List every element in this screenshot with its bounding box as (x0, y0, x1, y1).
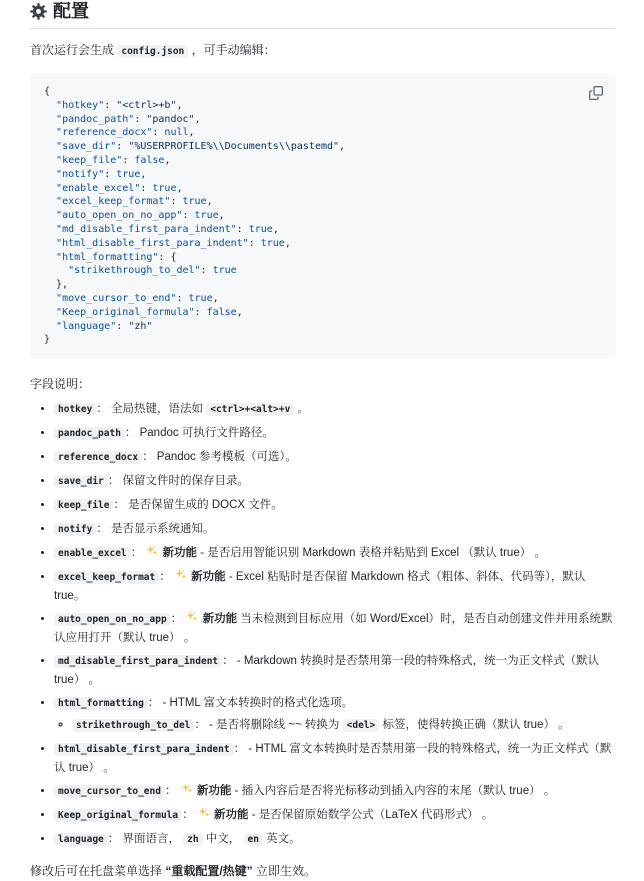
code-line: "md_disable_first_para_indent": true, (56, 223, 279, 235)
code-line: { (44, 85, 51, 97)
field-item: • md_disable_first_para_indent ： - Markdown 转换时是否禁用第一段的特殊格式，统一为正文样式（默认 true） 。 (54, 652, 616, 689)
copy-icon (589, 86, 603, 100)
code-line: "keep_file": false, (56, 154, 171, 166)
inline-code: zh (183, 833, 202, 846)
field-item: • hotkey ： 全局热键，语法如 <ctrl>+<alt>+v 。 (54, 400, 616, 419)
footer-paragraph (30, 862, 616, 881)
code-block (30, 73, 616, 359)
footer-bold-text: “重载配置/热键” (165, 864, 253, 879)
field-item: • enable_excel ： 新功能 - 是否启用智能识别 Markdown 表格并粘贴到 Excel （默认 true） 。 (54, 544, 616, 563)
inline-code: md_disable_first_para_indent (54, 655, 222, 668)
field-item: • move_cursor_to_end ： 新功能 - 插入内容后是否将光标移动到插入内容的末尾（默认 true） 。 (54, 782, 616, 801)
code-line: "Keep_original_formula": false, (56, 306, 243, 318)
inline-code: hotkey (54, 403, 96, 416)
json-code (44, 85, 602, 347)
inline-code: en (244, 833, 263, 846)
field-item: • auto_open_on_no_app ： 新功能 当未检测到目标应用（如 Word/Excel）时，是否自动创建文件并用系统默认应用打开（默认 true） 。 (54, 610, 616, 647)
inline-code: auto_open_on_no_app (54, 613, 171, 626)
inline-code: reference_docx (54, 451, 142, 464)
code-line: "language": "zh" (56, 320, 153, 332)
inline-code: Keep_original_formula (54, 809, 182, 822)
footer-text-after: 立即生效。 (252, 864, 317, 879)
field-item: • save_dir ： 保留文件时的保存目录。 (54, 472, 616, 491)
inline-code: enable_excel (54, 547, 131, 560)
sparkles-icon (181, 783, 193, 795)
field-item: • keep_file ： 是否保留生成的 DOCX 文件。 (54, 496, 616, 515)
section-heading-text: 配置 (53, 1, 89, 21)
sparkles-icon (175, 569, 187, 581)
field-item: • Keep_original_formula ： 新功能 - 是否保留原始数学公式（LaTeX 代码形式） 。 (54, 806, 616, 825)
field-item: • html_formatting ： - HTML 富文本转换时的格式化选项。 ◦ strikethrough_to_del ： - 是否将删除线 ~~ 转换为 <del> 标签，使得转换正确（默认 true） 。 (54, 694, 616, 735)
inline-code: pandoc_path (54, 427, 125, 440)
intro-paragraph (30, 41, 616, 60)
inline-code: move_cursor_to_end (54, 785, 165, 798)
code-line: "save_dir": "%USERPROFILE%\\Documents\\pastemd", (56, 141, 346, 153)
new-feature-label: 新功能 (210, 809, 249, 822)
field-item: • pandoc_path ： Pandoc 可执行文件路径。 (54, 424, 616, 443)
gear-icon (30, 3, 47, 20)
inline-code: html_disable_first_para_indent (54, 743, 234, 756)
inline-code: html_formatting (54, 697, 148, 710)
field-item: • notify ： 是否显示系统通知。 (54, 520, 616, 539)
code-line: "auto_open_on_no_app": true, (56, 210, 225, 222)
field-subitem: ◦ strikethrough_to_del ： - 是否将删除线 ~~ 转换为 <del> 标签，使得转换正确（默认 true） 。 (72, 716, 616, 735)
footer-text-before: 修改后可在托盘菜单选择 (30, 864, 166, 879)
code-line: "excel_keep_format": true, (56, 196, 213, 208)
code-line: "notify": true, (56, 168, 147, 180)
section-heading (30, 2, 616, 29)
code-line: "move_cursor_to_end": true, (56, 292, 219, 304)
field-item: • reference_docx ： Pandoc 参考模板（可选）。 (54, 448, 616, 467)
fields-list (30, 400, 616, 849)
inline-code: save_dir (54, 475, 108, 488)
new-feature-label: 新功能 (193, 785, 232, 798)
code-line: "pandoc_path": "pandoc", (56, 113, 201, 125)
copy-button[interactable] (585, 82, 607, 104)
code-line: "html_disable_first_para_indent": true, (56, 237, 291, 249)
new-feature-label: 新功能 (199, 613, 238, 626)
inline-code: keep_file (54, 499, 113, 512)
field-item: • excel_keep_format ： 新功能 - Excel 粘贴时是否保留 Markdown 格式（粗体、斜体、代码等），默认 true。 (54, 568, 616, 605)
sparkles-icon (186, 611, 198, 623)
inline-code: strikethrough_to_del (72, 719, 194, 732)
code-line: "enable_excel": true, (56, 182, 183, 194)
code-line: } (44, 334, 51, 346)
field-sublist (54, 716, 616, 735)
new-feature-label: 新功能 (159, 547, 198, 560)
inline-code: excel_keep_format (54, 571, 159, 584)
new-feature-label: 新功能 (187, 571, 226, 584)
field-item: • html_disable_first_para_indent ： - HTML 富文本转换时是否禁用第一段的特殊格式，统一为正文样式（默认 true） 。 (54, 740, 616, 777)
code-line: "reference_docx": null, (56, 127, 195, 139)
code-line: "strikethrough_to_del": true (68, 265, 237, 277)
intro-text-before: 首次运行会生成 (30, 42, 118, 57)
intro-text-after: ，可手动编辑： (188, 42, 276, 57)
inline-code: notify (54, 523, 96, 536)
inline-code: config.json (117, 45, 188, 58)
code-line: "hotkey": "<ctrl>+b", (56, 99, 183, 111)
field-item: • language ： 界面语言， zh 中文， en 英文。 (54, 830, 616, 849)
inline-code: language (54, 833, 108, 846)
sparkles-icon (198, 807, 210, 819)
code-line: }, (44, 279, 69, 291)
inline-code: <del> (343, 719, 380, 732)
code-line: "html_formatting": { (56, 251, 177, 263)
fields-label: 字段说明： (30, 377, 91, 392)
sparkles-icon (146, 545, 158, 557)
inline-code: <ctrl>+<alt>+v (206, 403, 294, 416)
